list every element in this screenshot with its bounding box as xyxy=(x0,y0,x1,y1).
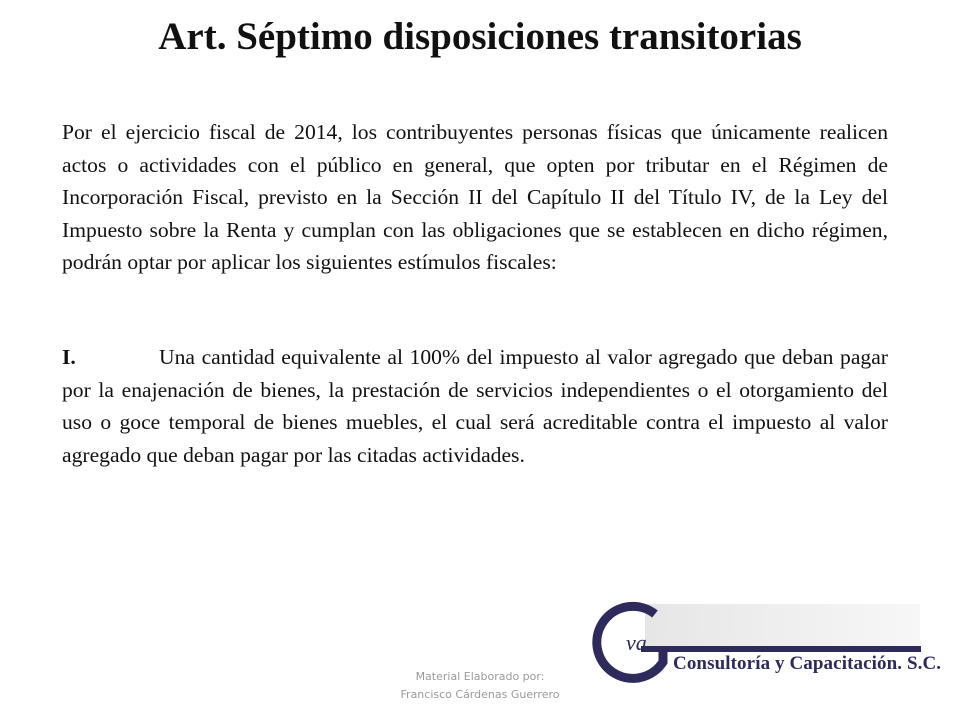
logo-bar xyxy=(641,646,921,652)
footer-credit-line-2: Francisco Cárdenas Guerrero xyxy=(400,688,560,701)
logo-va-letters: va xyxy=(626,630,647,655)
company-logo xyxy=(585,600,942,695)
intro-paragraph: Por el ejercicio fiscal de 2014, los contribuyentes personas físicas que únicamente realicen actos o actividades con el público en general, que opten por tributar en el Régimen de Incorporación Fiscal, previsto en la Sección II del Capítulo II del Título IV, de la Ley del Impuesto sobre la Renta y cumplan con las obligaciones que se establecen en dicho régimen, podrán optar por aplicar los siguientes estímulos fiscales: xyxy=(62,120,888,274)
footer-credit xyxy=(370,668,590,704)
footer-credit-line-1: Material Elaborado por: xyxy=(415,670,545,683)
logo-gray-band xyxy=(645,604,920,650)
item-text: Una cantidad equivalente al 100% del impuesto al valor agregado que deban pagar por la enajenación de bienes, la prestación de servicios independientes o el otorgamiento del uso o goce temporal de bienes muebles, el cual será acreditable contra el impuesto al valor agregado que deban pagar por las citadas actividades. xyxy=(62,345,888,467)
logo-company-name: Consultoría y Capacitación. S.C. xyxy=(673,653,942,674)
item-label: I. xyxy=(62,345,76,369)
slide-title: Art. Séptimo disposiciones transitorias xyxy=(158,15,802,58)
item-paragraph xyxy=(62,341,888,471)
